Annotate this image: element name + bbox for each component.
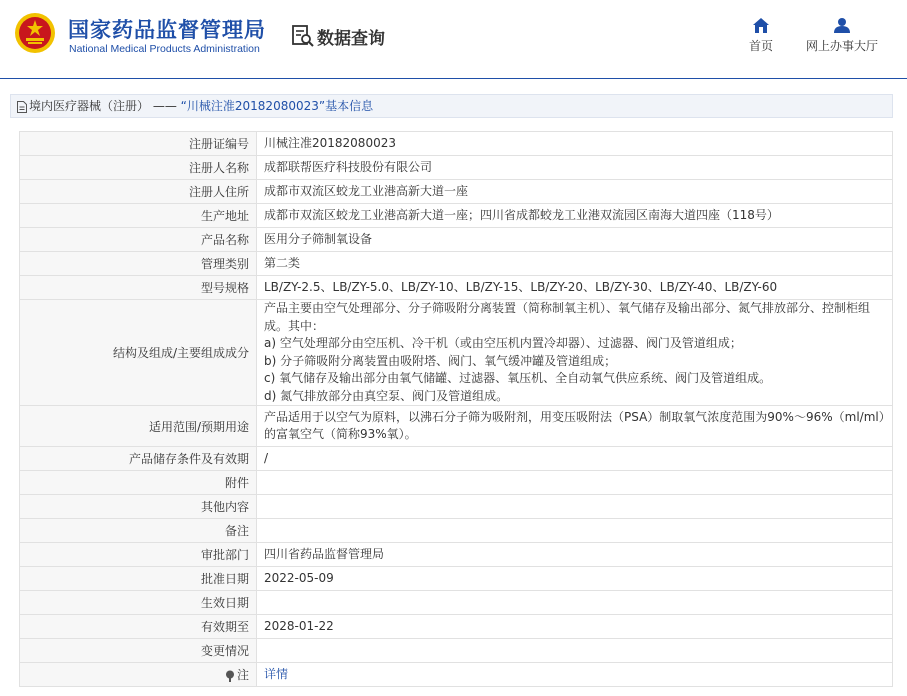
user-icon (834, 18, 850, 33)
field-value: 成都市双流区蛟龙工业港高新大道一座；四川省成都蛟龙工业港双流园区南海大道四座（118号） (257, 204, 893, 228)
field-value (257, 519, 893, 543)
field-label: 生效日期 (20, 591, 257, 615)
table-row (20, 567, 893, 591)
table-row (20, 447, 893, 471)
field-label: 其他内容 (20, 495, 257, 519)
field-value: 成都市双流区蛟龙工业港高新大道一座 (257, 180, 893, 204)
field-value: 2028-01-22 (257, 615, 893, 639)
table-row (20, 276, 893, 300)
top-header (0, 0, 907, 79)
table-row (20, 591, 893, 615)
section-title: 数据查询 (317, 29, 385, 49)
note-label-text: 注 (236, 668, 249, 682)
field-label: 备注 (20, 519, 257, 543)
composition-line: d) 氮气排放部分由真空泵、阀门及管道组成。 (264, 388, 509, 403)
field-value: 产品适用于以空气为原料，以沸石分子筛为吸附剂，用变压吸附法（PSA）制取氧气浓度范围为90%～96%（ml/ml）的富氧空气（简称93%氧）。 (257, 406, 893, 447)
field-value: 2022-05-09 (257, 567, 893, 591)
field-value: 第二类 (257, 252, 893, 276)
nav-home[interactable] (746, 18, 776, 54)
table-row (20, 156, 893, 180)
composition-line: 产品主要由空气处理部分、分子筛吸附分离装置（简称制氧主机）、氧气储存及输出部分、氮气排放部分、控制柜组成。其中： (264, 301, 871, 333)
field-label: 批准日期 (20, 567, 257, 591)
field-label: 注册人名称 (20, 156, 257, 180)
nav-hall-label: 网上办事大厅 (805, 39, 878, 53)
field-label: 注册证编号 (20, 132, 257, 156)
record-table (19, 131, 893, 687)
table-row (20, 471, 893, 495)
field-value (257, 300, 893, 406)
field-value (257, 639, 893, 663)
detail-link[interactable]: 详情 (264, 666, 289, 681)
field-label: 有效期至 (20, 615, 257, 639)
field-value (257, 495, 893, 519)
info-icon (225, 670, 235, 682)
field-label: 附件 (20, 471, 257, 495)
table-row (20, 180, 893, 204)
org-name-en: National Medical Products Administration (69, 43, 260, 55)
field-label: 型号规格 (20, 276, 257, 300)
field-label: 适用范围/预期用途 (20, 406, 257, 447)
nav-online-service-hall[interactable] (803, 18, 881, 54)
field-label: 产品名称 (20, 228, 257, 252)
table-row (20, 519, 893, 543)
field-label: 审批部门 (20, 543, 257, 567)
composition-line: a) 空气处理部分由空压机、冷干机（或由空压机内置冷却器）、过滤器、阀门及管道组成； (264, 336, 742, 350)
field-label: 管理类别 (20, 252, 257, 276)
breadcrumb-category[interactable]: 境内医疗器械（注册） (29, 99, 150, 113)
field-label: 变更情况 (20, 639, 257, 663)
table-row (20, 543, 893, 567)
field-value (257, 663, 893, 687)
field-label: 生产地址 (20, 204, 257, 228)
composition-line: c) 氧气储存及输出部分由氧气储罐、过滤器、氧压机、全自动氧气供应系统、阀门及管道组成。 (264, 371, 772, 385)
table-row (20, 204, 893, 228)
document-icon (17, 101, 27, 113)
note-label (20, 663, 257, 687)
table-row (20, 639, 893, 663)
breadcrumb-title: “川械注准20182080023”基本信息 (180, 99, 374, 113)
field-value: 四川省药品监督管理局 (257, 543, 893, 567)
field-value: 医用分子筛制氧设备 (257, 228, 893, 252)
breadcrumb (10, 94, 893, 118)
table-row (20, 406, 893, 447)
field-value: 川械注准20182080023 (257, 132, 893, 156)
table-row (20, 663, 893, 687)
field-value: LB/ZY-2.5、LB/ZY-5.0、LB/ZY-10、LB/ZY-15、LB/ZY-20、LB/ZY-30、LB/ZY-40、LB/ZY-60 (257, 276, 893, 300)
table-row (20, 132, 893, 156)
table-row (20, 300, 893, 406)
table-row (20, 615, 893, 639)
field-value (257, 471, 893, 495)
field-value: 成都联帮医疗科技股份有限公司 (257, 156, 893, 180)
national-emblem-icon (14, 12, 56, 54)
field-label: 产品储存条件及有效期 (20, 447, 257, 471)
table-row (20, 228, 893, 252)
org-name-cn: 国家药品监督管理局 (68, 18, 266, 42)
table-row (20, 495, 893, 519)
home-icon (753, 18, 769, 33)
nav-home-label: 首页 (748, 39, 773, 53)
field-value (257, 591, 893, 615)
document-search-icon (291, 24, 315, 48)
table-row (20, 252, 893, 276)
field-label: 注册人住所 (20, 180, 257, 204)
breadcrumb-separator: —— (152, 99, 177, 113)
field-value: / (257, 447, 893, 471)
field-label: 结构及组成/主要组成成分 (20, 300, 257, 406)
composition-line: b) 分子筛吸附分离装置由吸附塔、阀门、氧气缓冲罐及管道组成； (264, 353, 617, 368)
